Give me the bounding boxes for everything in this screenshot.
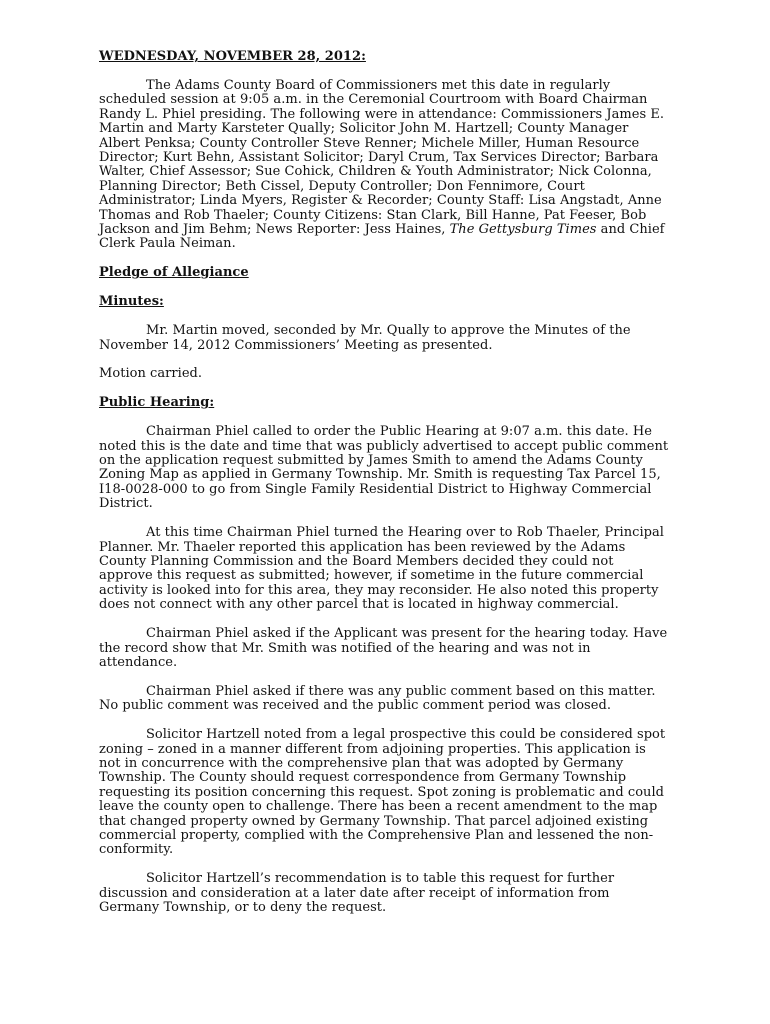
public-hearing-heading: Public Hearing: [99, 395, 215, 411]
newspaper-name: The Gettysburg Times [449, 221, 597, 237]
minutes-heading: Minutes: [99, 294, 164, 310]
hearing-paragraph: Chairman Phiel asked if there was any public comment based on this matter. No public comment was received and the public comment period was closed. [99, 683, 656, 714]
attendance-paragraph [99, 79, 671, 252]
motion-carried: Motion carried. [99, 366, 203, 382]
minutes-paragraph: Mr. Martin moved, seconded by Mr. Qually to approve the Minutes of the November 14, 2012 Commissioners’ Meeting as presented. [99, 323, 631, 353]
hearing-paragraph: Chairman Phiel asked if the Applicant was present for the hearing today. Have the record show that Mr. Smith was notified of the hearing and was not in attendance. [99, 626, 668, 670]
minutes-document [99, 50, 671, 930]
pledge-heading: Pledge of Allegiance [99, 265, 249, 281]
hearing-paragraph: Chairman Phiel called to order the Public Hearing at 9:07 a.m. this date. He noted this is the date and time that was publicly advertised to accept public comment on the application request submitted by James Smith to amend the Adams County Zoning Map as applied in Germany Township. Mr. Smith is requesting Tax Parcel 15, I18-0028-000 to go from Single Family Residential District to Highway Commercial District. [99, 424, 669, 512]
attendance-text: The Adams County Board of Commissioners met this date in regularly scheduled session at 9:05 a.m. in the Ceremonial Courtroom with Board Chairman Randy L. Phiel presiding. The following were in attendance: Commissioners James E. Martin and Marty Karsteter Qually; Solicitor John M. Hartzell; County Manager Albert Penksa; County Controller Steve Renner; Michele Miller, Human Resource Director; Kurt Behn, Assistant Solicitor; Daryl Crum, Tax Services Director; Barbara Walter, Chief Assessor; Sue Cohick, Children & Youth Administrator; Nick Colonna, Planning Director; Beth Cissel, Deputy Controller; Don Fennimore, Court Administrator; Linda Myers, Register & Recorder; County Staff: Lisa Angstadt, Anne Thomas and Rob Thaeler; County Citizens: Stan Clark, Bill Hanne, Pat Feeser, Bob Jackson and Jim Behm; News Reporter: Jess Haines, [99, 77, 665, 237]
hearing-paragraph: Solicitor Hartzell’s recommendation is to table this request for further discussion and consideration at a later date after receipt of information from Germany Township, or to deny the request. [99, 871, 615, 916]
attendance-text-end: and Chief Clerk Paula Neiman. [99, 221, 665, 252]
meeting-date-heading: WEDNESDAY, NOVEMBER 28, 2012: [99, 49, 366, 64]
hearing-paragraph: Solicitor Hartzell noted from a legal prospective this could be considered spot zoning – zoned in a manner different from adjoining properties. This application is not in concurrence with the comprehensive plan that was adopted by Germany Township. The County should request correspondence from Germany Township requesting its position concerning this request. Spot zoning is problematic and could leave the county open to challenge. There has been a recent amendment to the map that changed property owned by Germany Township. That parcel adjoined existing commercial property, complied with the Comprehensive Plan and lessened the non-conformity. [99, 727, 666, 858]
hearing-paragraph: At this time Chairman Phiel turned the Hearing over to Rob Thaeler, Principal Planner. Mr. Thaeler reported this application has been reviewed by the Adams County Planning Commission and the Board Members decided they could not approve this request as submitted; however, if sometime in the future commercial activity is looked into for this area, they may reconsider. He also noted this property does not connect with any other parcel that is located in highway commercial. [99, 525, 664, 613]
